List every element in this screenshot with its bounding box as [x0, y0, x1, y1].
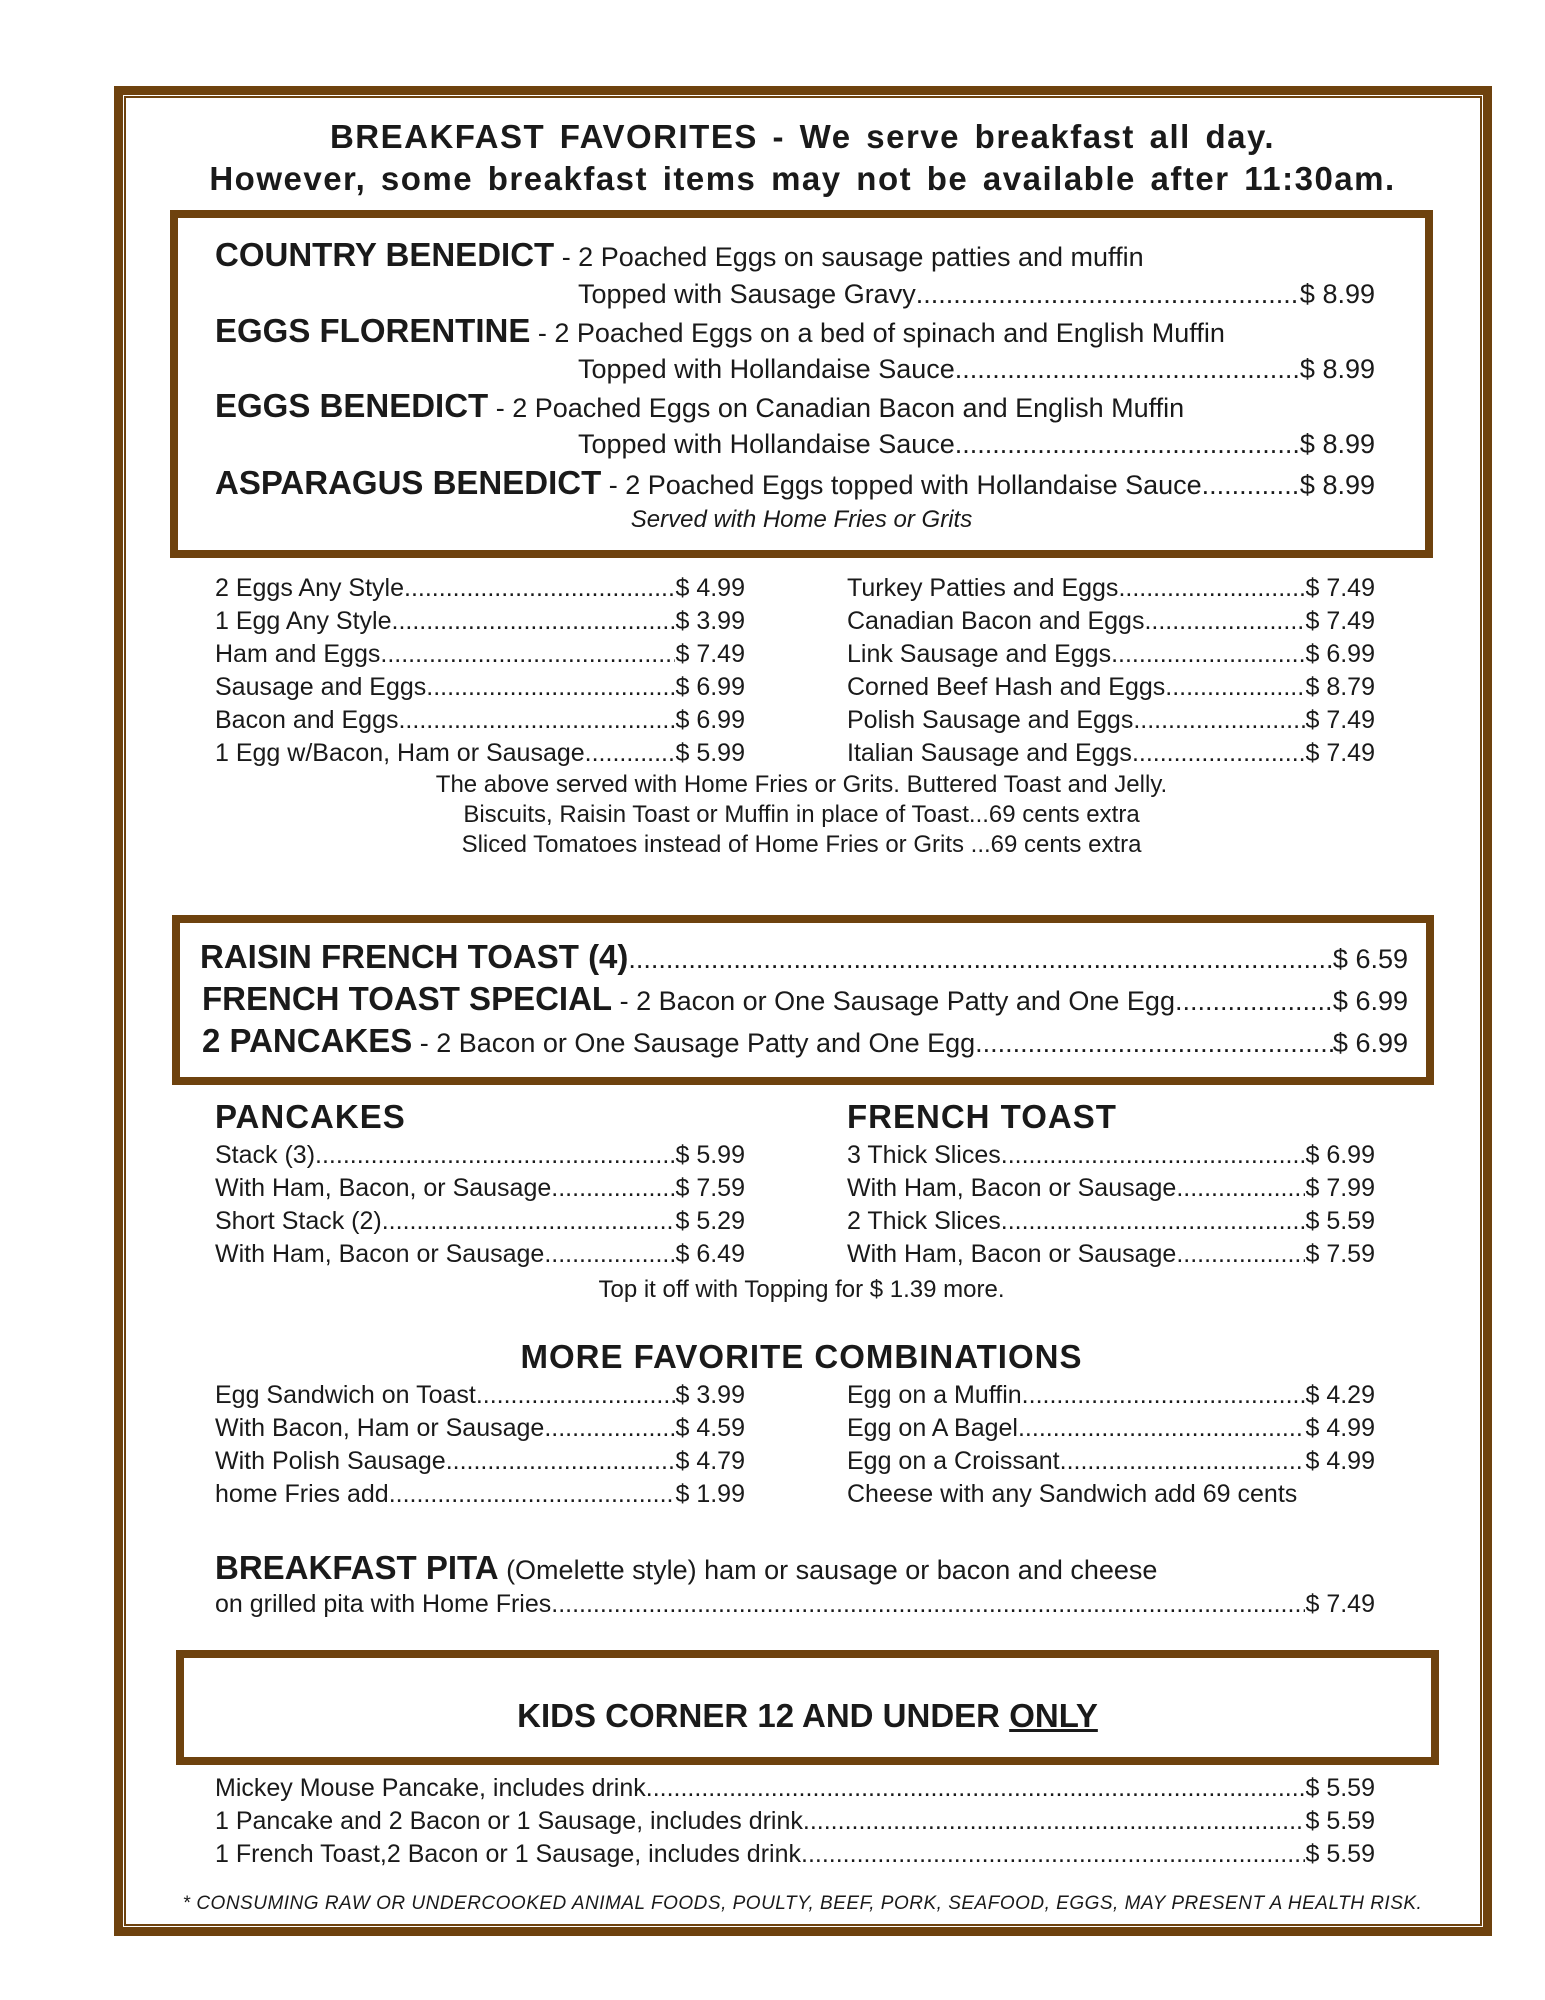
- menu-item-price: $ 6.99: [675, 706, 745, 734]
- leader-dots: [646, 1774, 1306, 1803]
- menu-item-name: With Ham, Bacon or Sausage: [215, 1240, 545, 1268]
- kids-heading-only: ONLY: [1009, 1697, 1098, 1734]
- leader-dots: [628, 944, 1333, 975]
- menu-item-price: $ 5.59: [1305, 1774, 1375, 1802]
- menu-item-row: [847, 1240, 1375, 1269]
- eggs-note: Biscuits, Raisin Toast or Muffin in place of Toast...69 cents extra: [463, 801, 1140, 828]
- leader-dots: [1133, 706, 1305, 735]
- benedict-name: EGGS FLORENTINE: [215, 312, 531, 349]
- menu-item-row: [847, 607, 1375, 636]
- menu-item-row: [847, 673, 1375, 702]
- leader-dots: [1001, 1141, 1306, 1170]
- menu-item-price: $ 6.99: [1305, 1141, 1375, 1169]
- benedict-price: $ 8.99: [1299, 354, 1375, 384]
- benedict-desc: - 2 Poached Eggs on sausage patties and muffin: [554, 242, 1144, 272]
- kids-heading-main: KIDS CORNER 12 AND UNDER: [517, 1697, 1010, 1734]
- menu-item-name: 1 Egg w/Bacon, Ham or Sausage: [215, 739, 585, 767]
- leader-dots: [476, 1381, 676, 1410]
- leader-dots: [1202, 470, 1300, 501]
- menu-item-row: [847, 1174, 1375, 1203]
- menu-item-name: Egg on a Croissant: [847, 1447, 1060, 1475]
- leader-dots: [975, 1028, 1333, 1059]
- benedict-price: $ 8.99: [1299, 429, 1375, 459]
- menu-item-price: $ 7.49: [675, 640, 745, 668]
- menu-item-name: Sausage and Eggs: [215, 673, 427, 701]
- leader-dots: [916, 279, 1300, 310]
- menu-item-row: [847, 640, 1375, 669]
- menu-item-row: [215, 607, 745, 636]
- leader-dots: [1165, 673, 1305, 702]
- leader-dots: [392, 607, 676, 636]
- menu-item-name: 1 French Toast,2 Bacon or 1 Sausage, includes drink: [215, 1840, 801, 1868]
- menu-item-row: [847, 706, 1375, 735]
- benedict-item: [215, 236, 1144, 274]
- pita-desc: (Omelette style) ham or sausage or bacon and cheese: [498, 1555, 1158, 1585]
- leader-dots: [1022, 1381, 1306, 1410]
- combinations-heading: MORE FAVORITE COMBINATIONS: [520, 1338, 1083, 1375]
- benedict-desc: - 2 Poached Eggs on a bed of spinach and English Muffin: [530, 318, 1225, 348]
- menu-item-row: [847, 1141, 1375, 1170]
- menu-item-row: [215, 1480, 745, 1509]
- menu-item-name: 3 Thick Slices: [847, 1141, 1001, 1169]
- menu-item-price: $ 4.99: [675, 574, 745, 602]
- leader-dots: [1132, 739, 1306, 768]
- menu-item-name: Egg on A Bagel: [847, 1414, 1018, 1442]
- leader-dots: [1144, 607, 1305, 636]
- leader-dots: [801, 1840, 1305, 1869]
- menu-item-price: $ 4.79: [675, 1447, 745, 1475]
- benedict-item: [215, 312, 1225, 350]
- french-toast-heading: FRENCH TOAST: [847, 1098, 1117, 1135]
- menu-item-price: $ 4.29: [1305, 1381, 1375, 1409]
- leader-dots: [1118, 574, 1305, 603]
- menu-item-name: 2 Eggs Any Style: [215, 574, 405, 602]
- menu-item-name: With Polish Sausage: [215, 1447, 446, 1475]
- menu-item-price: $ 5.99: [675, 739, 745, 767]
- menu-item-price: $ 5.29: [675, 1207, 745, 1235]
- benedict-desc: - 2 Poached Eggs on Canadian Bacon and English Muffin: [488, 393, 1185, 423]
- pita-sub-row: [215, 1590, 1375, 1619]
- special-name: RAISIN FRENCH TOAST (4): [200, 938, 629, 975]
- menu-item-price: $ 6.49: [675, 1240, 745, 1268]
- menu-item-name: With Ham, Bacon or Sausage: [847, 1174, 1177, 1202]
- leader-dots: [544, 1414, 675, 1443]
- menu-item-price: $ 7.49: [1305, 739, 1375, 767]
- menu-item-name: Short Stack (2): [215, 1207, 382, 1235]
- menu-item-price: $ 8.79: [1305, 673, 1375, 701]
- menu-item-name: Italian Sausage and Eggs: [847, 739, 1132, 767]
- eggs-note: The above served with Home Fries or Grits. Buttered Toast and Jelly.: [435, 771, 1168, 798]
- topping-note: Top it off with Topping for $ 1.39 more.: [598, 1276, 1005, 1303]
- menu-item-row: [215, 1774, 1375, 1803]
- benedicts-note: Served with Home Fries or Grits: [630, 506, 973, 533]
- leader-dots: [551, 1590, 1305, 1619]
- benedict-sub: Topped with Hollandaise Sauce: [578, 354, 955, 384]
- menu-item-price: $ 6.99: [675, 673, 745, 701]
- leader-dots: [315, 1141, 675, 1170]
- leader-dots: [380, 640, 675, 669]
- leader-dots: [398, 706, 675, 735]
- eggs-note: Sliced Tomatoes instead of Home Fries or Grits ...69 cents extra: [461, 831, 1142, 858]
- leader-dots: [955, 354, 1300, 385]
- special-desc: - 2 Bacon or One Sausage Patty and One Egg: [412, 1028, 976, 1058]
- pancakes-heading: PANCAKES: [215, 1098, 406, 1135]
- menu-item-price: $ 7.49: [1305, 574, 1375, 602]
- menu-item-row: [215, 640, 745, 669]
- menu-item-price: $ 7.59: [675, 1174, 745, 1202]
- menu-item-price: $ 7.99: [1305, 1174, 1375, 1202]
- benedict-name: ASPARAGUS BENEDICT: [215, 464, 602, 501]
- special-price: $ 6.99: [1332, 1028, 1408, 1058]
- menu-item-name: With Bacon, Ham or Sausage: [215, 1414, 545, 1442]
- leader-dots: [585, 739, 676, 768]
- menu-item-price: $ 5.59: [1305, 1207, 1375, 1235]
- pita-name: BREAKFAST PITA: [215, 1549, 499, 1586]
- menu-item-name: Mickey Mouse Pancake, includes drink: [215, 1774, 646, 1802]
- kids-heading: [176, 1697, 1439, 1735]
- menu-item-price: $ 1.99: [675, 1480, 745, 1508]
- leader-dots: [955, 429, 1300, 460]
- leader-dots: [1175, 986, 1333, 1017]
- leader-dots: [1001, 1207, 1306, 1236]
- menu-item-name: Link Sausage and Eggs: [847, 640, 1112, 668]
- menu-item-row: [847, 739, 1375, 768]
- menu-item-name: Stack (3): [215, 1141, 316, 1169]
- leader-dots: [389, 1480, 676, 1509]
- leader-dots: [1060, 1447, 1306, 1476]
- benedict-item: [215, 464, 1375, 502]
- leader-dots: [803, 1807, 1306, 1836]
- menu-item-name: 2 Thick Slices: [847, 1207, 1001, 1235]
- special-item: [202, 980, 1408, 1018]
- menu-item-name: Corned Beef Hash and Eggs: [847, 673, 1166, 701]
- leader-dots: [404, 574, 675, 603]
- header-line-1: BREAKFAST FAVORITES - We serve breakfast all day.: [329, 118, 1276, 155]
- pita-sub: on grilled pita with Home Fries: [215, 1590, 552, 1618]
- benedict-sub: Topped with Sausage Gravy: [578, 279, 916, 309]
- leader-dots: [544, 1240, 675, 1269]
- menu-item-price: $ 5.59: [1305, 1840, 1375, 1868]
- menu-item-name: Canadian Bacon and Eggs: [847, 607, 1145, 635]
- leader-dots: [551, 1174, 675, 1203]
- special-item: [200, 938, 1408, 976]
- special-price: $ 6.99: [1332, 986, 1408, 1016]
- special-price: $ 6.59: [1332, 944, 1408, 974]
- menu-item-name: Egg Sandwich on Toast: [215, 1381, 476, 1409]
- leader-dots: [1018, 1414, 1306, 1443]
- menu-item-row: [847, 1207, 1375, 1236]
- menu-item-row: [215, 673, 745, 702]
- menu-item-name: Bacon and Eggs: [215, 706, 399, 734]
- benedict-sub-row: [578, 279, 1375, 310]
- menu-item-name: Polish Sausage and Eggs: [847, 706, 1134, 734]
- leader-dots: [446, 1447, 676, 1476]
- benedict-price: $ 8.99: [1299, 279, 1375, 309]
- benedict-sub-row: [578, 429, 1375, 460]
- special-item: [202, 1022, 1408, 1060]
- pita-price: $ 7.49: [1305, 1590, 1375, 1618]
- menu-item-name: With Ham, Bacon or Sausage: [847, 1240, 1177, 1268]
- menu-item-price: $ 4.99: [1305, 1447, 1375, 1475]
- menu-item-price: $ 3.99: [675, 607, 745, 635]
- benedict-item: [215, 387, 1184, 425]
- menu-item-price: $ 5.59: [1305, 1807, 1375, 1835]
- header-line-2: However, some breakfast items may not be available after 11:30am.: [209, 160, 1396, 197]
- disclaimer: * CONSUMING RAW OR UNDERCOOKED ANIMAL FOODS, POULTY, BEEF, PORK, SEAFOOD, EGGS, MAY PRESENT A HEALTH RISK.: [182, 1893, 1423, 1914]
- pita-item: [215, 1549, 1157, 1587]
- menu-item-name: With Ham, Bacon, or Sausage: [215, 1174, 552, 1202]
- benedict-sub: Topped with Hollandaise Sauce: [578, 429, 955, 459]
- benedict-name: COUNTRY BENEDICT: [215, 236, 555, 273]
- menu-item-price: $ 4.59: [675, 1414, 745, 1442]
- menu-item-row: [215, 706, 745, 735]
- leader-dots: [382, 1207, 676, 1236]
- leader-dots: [1176, 1174, 1305, 1203]
- menu-item-name: Ham and Eggs: [215, 640, 381, 668]
- special-name: FRENCH TOAST SPECIAL: [202, 980, 613, 1017]
- special-name: 2 PANCAKES: [202, 1022, 413, 1059]
- menu-item-row: [847, 1381, 1375, 1410]
- menu-item-row: [215, 1414, 745, 1443]
- leader-dots: [1176, 1240, 1305, 1269]
- menu-item-row: [215, 1381, 745, 1410]
- menu-item-price: $ 6.99: [1305, 640, 1375, 668]
- benedict-desc: - 2 Poached Eggs topped with Hollandaise Sauce: [601, 470, 1202, 500]
- leader-dots: [1111, 640, 1305, 669]
- menu-item-price: $ 7.49: [1305, 706, 1375, 734]
- cheese-note: Cheese with any Sandwich add 69 cents: [847, 1480, 1298, 1508]
- menu-item-name: Egg on a Muffin: [847, 1381, 1022, 1409]
- menu-item-price: $ 7.49: [1305, 607, 1375, 635]
- menu-item-row: [847, 1414, 1375, 1443]
- menu-item-name: 1 Egg Any Style: [215, 607, 392, 635]
- leader-dots: [426, 673, 675, 702]
- benedict-sub-row: [578, 354, 1375, 385]
- menu-item-row: [215, 574, 745, 603]
- menu-item-row: [215, 1207, 745, 1236]
- benedict-price: $ 8.99: [1299, 470, 1375, 500]
- menu-item-price: $ 5.99: [675, 1141, 745, 1169]
- menu-item-row: [215, 1240, 745, 1269]
- menu-item-name: Turkey Patties and Eggs: [847, 574, 1119, 602]
- menu-item-row: [215, 1807, 1375, 1836]
- menu-item-row: [847, 1447, 1375, 1476]
- menu-item-row: [215, 1174, 745, 1203]
- menu-item-price: $ 7.59: [1305, 1240, 1375, 1268]
- menu-item-price: $ 4.99: [1305, 1414, 1375, 1442]
- menu-item-name: 1 Pancake and 2 Bacon or 1 Sausage, includes drink: [215, 1807, 803, 1835]
- menu-item-row: [215, 1447, 745, 1476]
- menu-item-row: [215, 1141, 745, 1170]
- menu-item-row: [215, 739, 745, 768]
- menu-item-price: $ 3.99: [675, 1381, 745, 1409]
- menu-item-name: home Fries add: [215, 1480, 389, 1508]
- menu-item-row: [215, 1840, 1375, 1869]
- menu-item-row: [847, 574, 1375, 603]
- special-desc: - 2 Bacon or One Sausage Patty and One Egg: [612, 986, 1175, 1016]
- benedict-name: EGGS BENEDICT: [215, 387, 489, 424]
